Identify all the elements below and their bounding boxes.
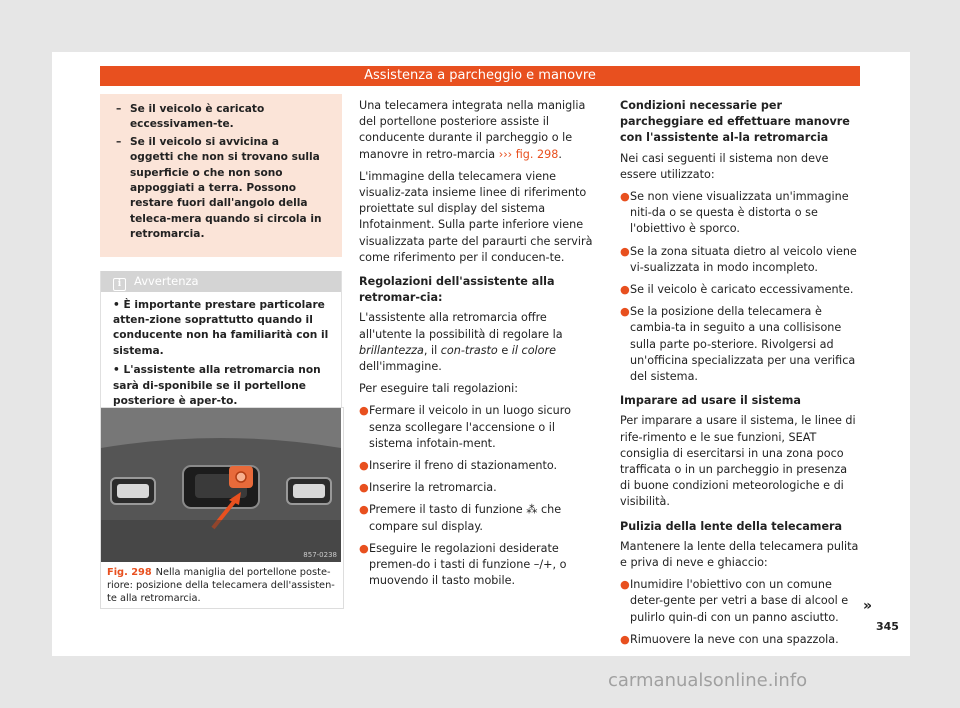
tailgate-illustration bbox=[101, 408, 341, 562]
paragraph: Per eseguire tali regolazioni: bbox=[359, 382, 519, 396]
list-item: ● Inserire il freno di stazionamento. bbox=[359, 459, 558, 473]
warning-item: – Se il veicolo è caricato eccessivamen-te. bbox=[116, 103, 265, 131]
warning-item: – Se il veicolo si avvicina a oggetti che non si trovano sulla superficie o che non sono appoggiati a terra. Possono restare fuori dall'angolo della teleca-mera quando si circola in retromarcia. bbox=[116, 135, 322, 241]
page-header: Assistenza a parcheggio e manovre bbox=[100, 66, 860, 86]
warning-box bbox=[100, 94, 342, 257]
watermark: carmanualsonline.info bbox=[608, 670, 808, 691]
paragraph: L'assistente alla retromarcia offre all'utente la possibilità di regolare la brillantezza, il con-trasto e il colore dell'immagine. bbox=[359, 311, 563, 374]
note-box bbox=[100, 271, 342, 427]
list-item: ● Rimuovere la neve con una spazzola. bbox=[620, 632, 839, 646]
page-number: 345 bbox=[876, 620, 899, 633]
list-item: ● Se la posizione della telecamera è cambia-ta in seguito a una collisisone sulla parte po-steriore. Rivolgersi ad un'officina specializzata per una verifica del sistema. bbox=[620, 305, 856, 384]
subheading: Regolazioni dell'assistente alla retromar-cia: bbox=[359, 275, 555, 305]
paragraph: L'immagine della telecamera viene visualiz-zata insieme linee di riferimento proiettate sul display del sistema Infotainment. Sulla parte inferiore viene visualizzata parte del paraurti che servirà come riferimento per il conducen-te. bbox=[359, 169, 593, 264]
figure-label: Fig. 298 bbox=[107, 567, 152, 578]
paragraph: Una telecamera integrata nella maniglia del portellone posteriore assiste il conducente durante il parcheggio o le manovre in retro-marcia ››› fig. 298. bbox=[359, 99, 586, 161]
list-item: ● Se non viene visualizzata un'immagine niti-da o se questa è distorta o se l'obiettivo è sporco. bbox=[620, 190, 849, 236]
list-item: ● Premere il tasto di funzione ⁂ che compare sul display. bbox=[359, 503, 562, 533]
figure-link[interactable]: ››› fig. 298 bbox=[498, 147, 559, 161]
note-item: • L'assistente alla retromarcia non sarà di-sponibile se il portellone posteriore è aper-to. bbox=[113, 364, 321, 408]
continue-arrow-icon: » bbox=[863, 598, 873, 614]
settings-function-icon: ⁂ bbox=[526, 503, 538, 517]
figure-code: 857-0238 bbox=[303, 551, 337, 559]
column-middle bbox=[359, 98, 599, 595]
info-icon: i bbox=[113, 278, 126, 291]
subheading: Imparare ad usare il sistema bbox=[620, 394, 801, 408]
paragraph: Per imparare a usare il sistema, le linee di rife-rimento e le sue funzioni, SEAT consiglia di esercitarsi in una zona poco trafficata o in un parcheggio in presenza di buone condizioni meteorologiche e di visibilità. bbox=[620, 414, 856, 509]
note-item: • È importante prestare particolare atten-zione soprattutto quando il conducente non ha familiarità con il sistema. bbox=[113, 298, 329, 357]
column-right bbox=[620, 98, 860, 654]
list-item: ● Se la zona situata dietro al veicolo viene vi-sualizzata in modo incompleto. bbox=[620, 244, 857, 274]
paragraph: Mantenere la lente della telecamera pulita e priva di neve e ghiaccio: bbox=[620, 539, 859, 570]
list-item: ● Se il veicolo è caricato eccessivamente. bbox=[620, 283, 854, 297]
list-item: ● Inumidire l'obiettivo con un comune deter-gente per vetri a base di alcool e pulirlo quin-di con un panno asciutto. bbox=[620, 578, 849, 624]
list-item: ● Eseguire le regolazioni desiderate premen-do i tasti di funzione –/+, o muovendo il tasto mobile. bbox=[359, 541, 567, 588]
subheading: Pulizia della lente della telecamera bbox=[620, 519, 843, 533]
figure-caption: Fig. 298 Nella maniglia del portellone poste-riore: posizione della telecamera dell'assisten-te alla retromarcia. bbox=[107, 567, 335, 604]
paragraph: Nei casi seguenti il sistema non deve essere utilizzato: bbox=[620, 151, 829, 181]
note-title: Avvertenza bbox=[134, 273, 199, 288]
tailgate-handle-photo bbox=[101, 408, 341, 562]
note-header bbox=[101, 271, 341, 292]
list-item: ● Fermare il veicolo in un luogo sicuro senza scollegare l'accensione o il sistema infotain-ment. bbox=[359, 404, 571, 450]
figure-298 bbox=[100, 407, 344, 609]
subheading: Condizioni necessarie per parcheggiare ed effettuare manovre con l'assistente al-la retromarcia bbox=[620, 99, 850, 145]
list-item: ● Inserire la retromarcia. bbox=[359, 481, 497, 495]
